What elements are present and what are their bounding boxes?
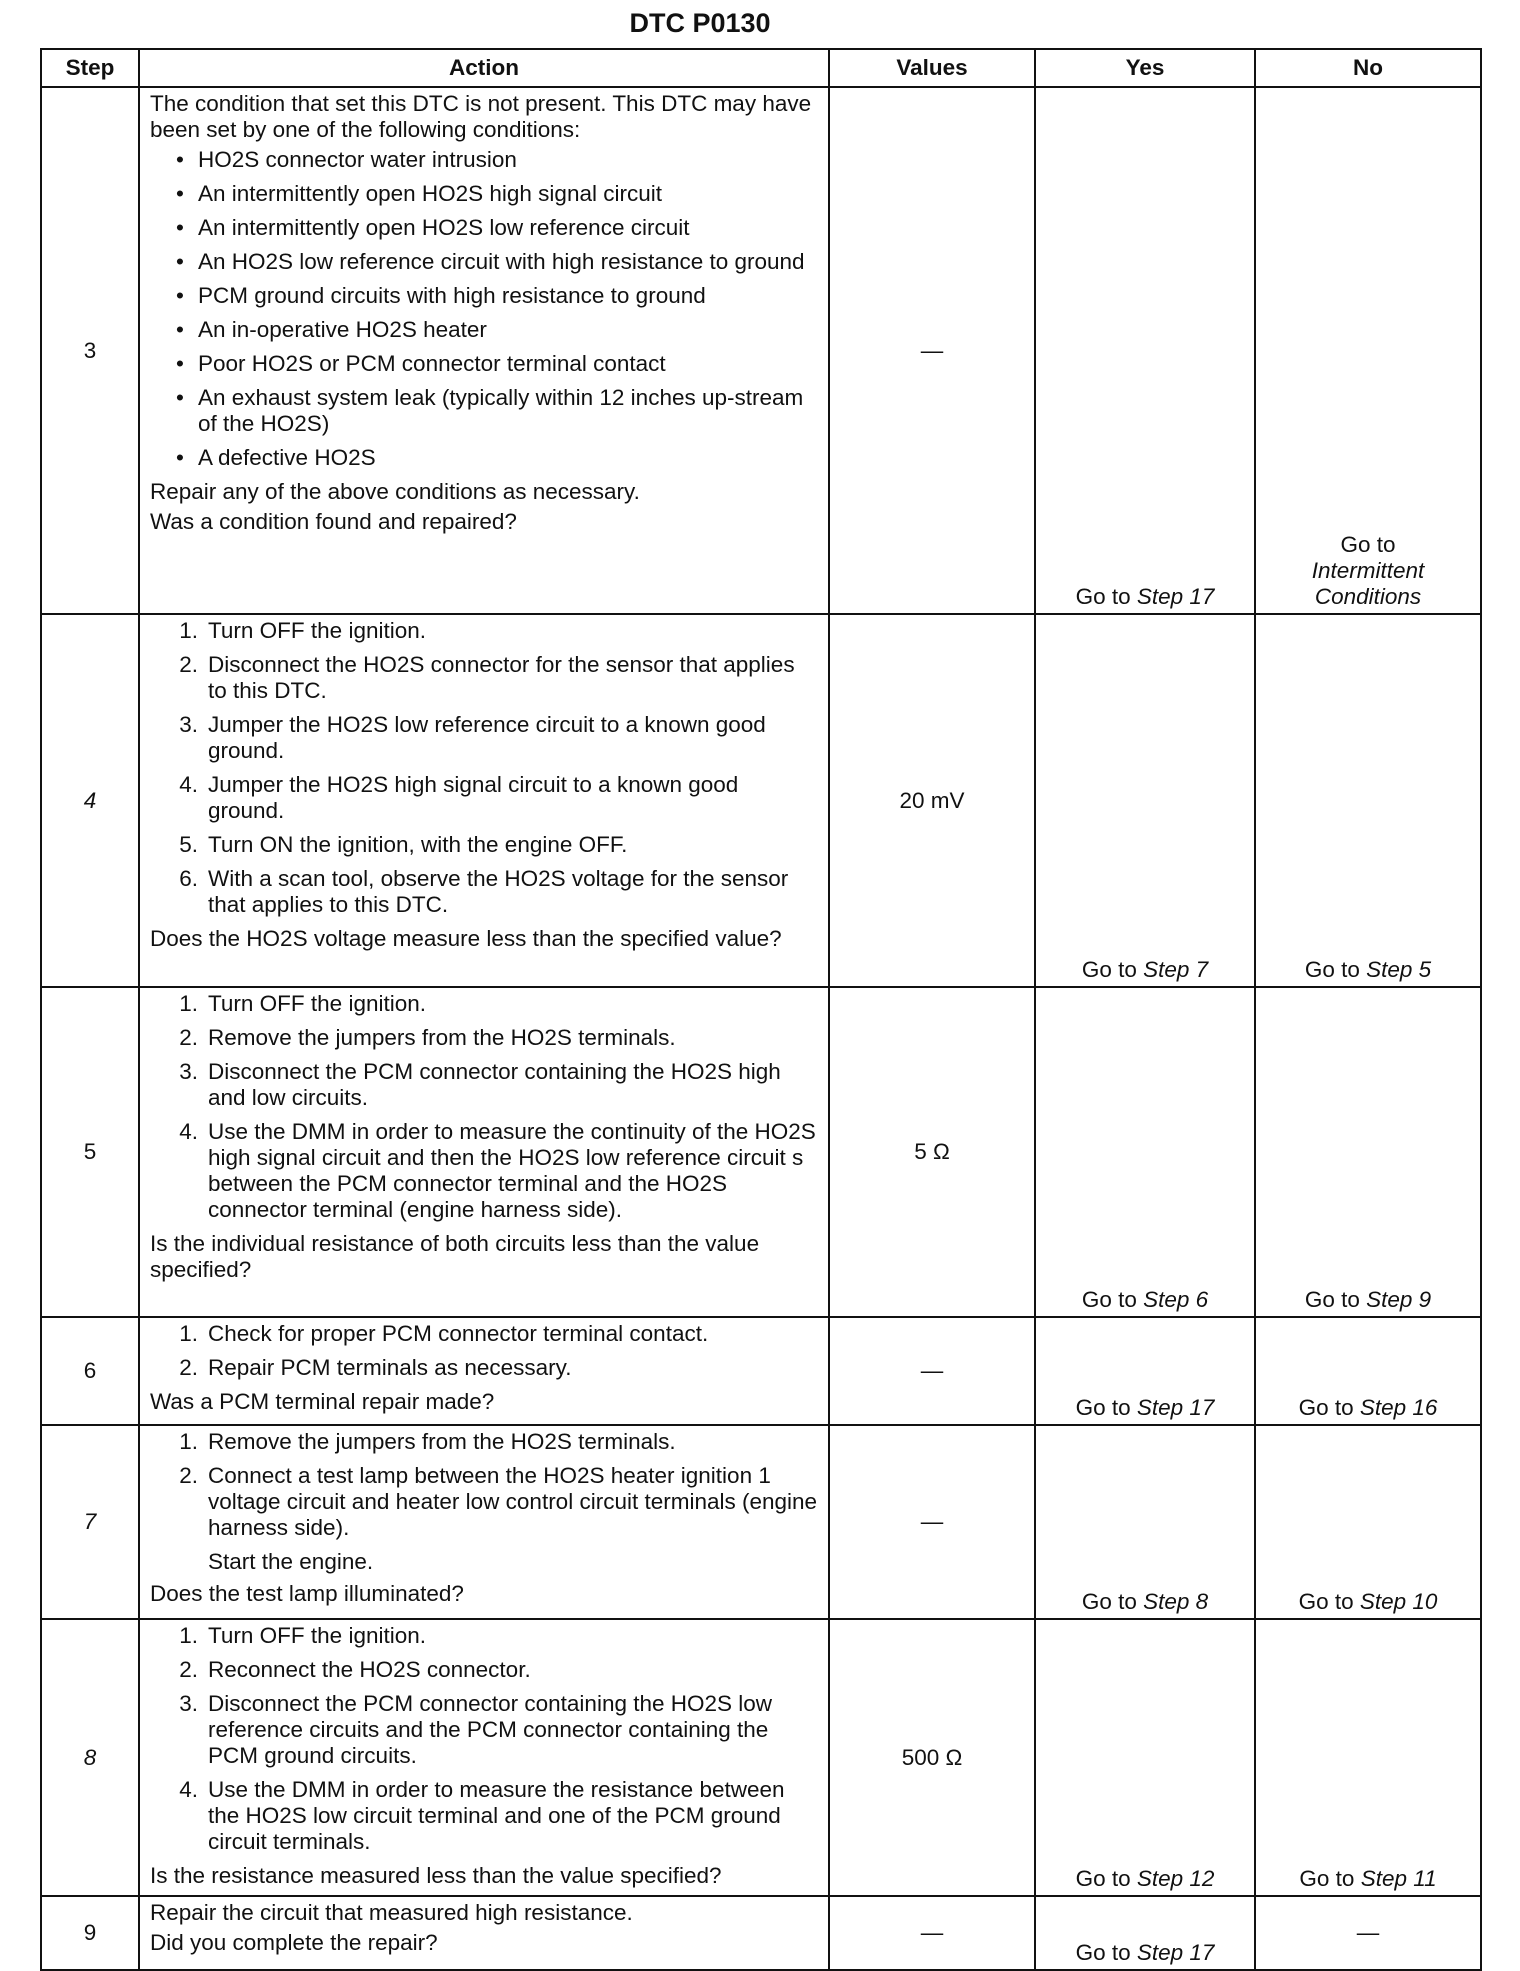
list-item: • An intermittently open HO2S low reference circuit [150, 215, 818, 241]
list-item-text: Turn OFF the ignition. [208, 618, 427, 643]
list-number: 3. [179, 1059, 198, 1084]
yes-step-link[interactable]: Step 12 [1136, 1866, 1215, 1891]
list-item-text: Jumper the HO2S low reference circuit to a known good ground. [208, 712, 766, 763]
yes-prefix: Go to [1081, 957, 1137, 982]
list-number: 4. [179, 772, 198, 797]
no-prefix: Go to [1298, 1395, 1354, 1420]
list-number: 2. [179, 652, 198, 677]
action-question: Was a condition found and repaired? [150, 509, 517, 534]
header-step: Step [41, 49, 139, 87]
list-number: 1. [179, 1429, 198, 1454]
no-cell [1255, 987, 1481, 1317]
list-item [150, 1777, 818, 1855]
table-row [41, 1317, 1481, 1425]
header-no: No [1255, 49, 1481, 87]
list-number: 2. [179, 1025, 198, 1050]
list-item-text: Jumper the HO2S high signal circuit to a known good ground. [208, 772, 739, 823]
yes-cell [1035, 1619, 1255, 1896]
action-cell [139, 1619, 829, 1896]
list-item-text: Remove the jumpers from the HO2S terminals. [208, 1429, 676, 1454]
procedure-list [150, 991, 818, 1223]
action-cell [139, 987, 829, 1317]
list-item [150, 772, 818, 824]
values-cell: — [829, 1896, 1035, 1970]
yes-step-link[interactable]: Step 7 [1143, 957, 1209, 982]
list-number: 1. [179, 618, 198, 643]
step-number: 8 [41, 1619, 139, 1896]
list-item [150, 618, 818, 644]
action-cell [139, 614, 829, 987]
condition-list [150, 147, 818, 471]
no-prefix: Go to [1298, 1589, 1354, 1614]
header-values: Values [829, 49, 1035, 87]
yes-step-link[interactable]: Step 17 [1136, 1940, 1215, 1965]
yes-cell [1035, 1896, 1255, 1970]
step-number: 6 [41, 1317, 139, 1425]
yes-prefix: Go to [1075, 584, 1131, 609]
table-row [41, 1896, 1481, 1970]
values-cell: 500 Ω [829, 1619, 1035, 1896]
list-item-text: Use the DMM in order to measure the continuity of the HO2S high signal circuit and then the HO2S low reference circuit s between the PCM connector terminal and the HO2S connector terminal (engine harness side). [208, 1119, 816, 1222]
action-question: Does the HO2S voltage measure less than the specified value? [150, 926, 782, 951]
action-question: Was a PCM terminal repair made? [150, 1389, 495, 1414]
values-cell: 20 mV [829, 614, 1035, 987]
diagnostic-table [40, 48, 1482, 1971]
values-cell: — [829, 87, 1035, 614]
list-item-text: Turn OFF the ignition. [208, 991, 427, 1016]
step-number: 9 [41, 1896, 139, 1970]
no-prefix: Go to [1299, 1866, 1355, 1891]
action-question: Does the test lamp illuminated? [150, 1581, 464, 1606]
action-cell [139, 1896, 829, 1970]
list-item [150, 1059, 818, 1111]
yes-step-link[interactable]: Step 6 [1143, 1287, 1209, 1312]
table-row [41, 987, 1481, 1317]
table-row [41, 1619, 1481, 1896]
action-intro: The condition that set this DTC is not present. This DTC may have been set by one of the following conditions: [150, 91, 812, 142]
list-item-text: Disconnect the PCM connector containing the HO2S high and low circuits. [208, 1059, 781, 1110]
list-item [150, 1429, 818, 1455]
values-cell: — [829, 1425, 1035, 1619]
yes-cell [1035, 1317, 1255, 1425]
values-cell: 5 Ω [829, 987, 1035, 1317]
list-number: 1. [179, 1321, 198, 1346]
list-item-text: Remove the jumpers from the HO2S terminals. [208, 1025, 676, 1050]
list-item: • PCM ground circuits with high resistance to ground [150, 283, 818, 309]
list-item [150, 1355, 818, 1381]
list-item [150, 1657, 818, 1683]
list-item [150, 1321, 818, 1347]
no-step-link[interactable]: Step 9 [1366, 1287, 1432, 1312]
list-item: • An intermittently open HO2S high signal circuit [150, 181, 818, 207]
list-number: 2. [179, 1657, 198, 1682]
list-item-text: Disconnect the PCM connector containing the HO2S low reference circuits and the PCM connector containing the PCM ground circuits. [208, 1691, 773, 1768]
list-number: 2. [179, 1355, 198, 1380]
step-number: 7 [41, 1425, 139, 1619]
list-item: • An in-operative HO2S heater [150, 317, 818, 343]
yes-step-link[interactable]: Step 8 [1143, 1589, 1209, 1614]
list-number: 1. [179, 1623, 198, 1648]
yes-prefix: Go to [1075, 1395, 1131, 1420]
list-item-text: Disconnect the HO2S connector for the sensor that applies to this DTC. [208, 652, 795, 703]
yes-cell [1035, 987, 1255, 1317]
list-number: 4. [179, 1777, 198, 1802]
yes-step-link[interactable]: Step 17 [1136, 1395, 1215, 1420]
list-item [150, 832, 818, 858]
header-action: Action [139, 49, 829, 87]
no-cell [1255, 1619, 1481, 1896]
action-cell [139, 87, 829, 614]
step-number: 5 [41, 987, 139, 1317]
values-cell: — [829, 1317, 1035, 1425]
action-note: Repair the circuit that measured high resistance. [150, 1900, 633, 1925]
table-row [41, 87, 1481, 614]
yes-prefix: Go to [1081, 1589, 1137, 1614]
no-prefix: Go to [1304, 957, 1360, 982]
list-item [150, 1025, 818, 1051]
action-note: Repair any of the above conditions as necessary. [150, 479, 640, 504]
no-cell [1255, 87, 1481, 614]
document-title: DTC P0130 [629, 8, 771, 38]
procedure-list [150, 1623, 818, 1855]
list-item-text: Check for proper PCM connector terminal contact. [208, 1321, 709, 1346]
yes-cell [1035, 614, 1255, 987]
table-row [41, 614, 1481, 987]
no-prefix: Go to [1340, 532, 1396, 557]
step-number: 4 [41, 614, 139, 987]
step-number: 3 [41, 87, 139, 614]
yes-step-link[interactable]: Step 17 [1136, 584, 1215, 609]
list-item: • HO2S connector water intrusion [150, 147, 818, 173]
no-cell [1255, 1317, 1481, 1425]
table-row [41, 1425, 1481, 1619]
list-item-text: With a scan tool, observe the HO2S voltage for the sensor that applies to this DTC. [208, 866, 789, 917]
list-item [150, 652, 818, 704]
list-item [150, 1119, 818, 1223]
list-number: 6. [179, 866, 198, 891]
action-question: Is the resistance measured less than the value specified? [150, 1863, 722, 1888]
list-number: 3. [179, 1691, 198, 1716]
no-step-link[interactable]: Intermittent Conditions [1311, 558, 1425, 609]
yes-prefix: Go to [1075, 1940, 1131, 1965]
list-item [150, 1623, 818, 1649]
action-cell [139, 1425, 829, 1619]
list-number: 1. [179, 991, 198, 1016]
yes-cell [1035, 1425, 1255, 1619]
list-item: • Poor HO2S or PCM connector terminal contact [150, 351, 818, 377]
list-item [150, 712, 818, 764]
table-header-row [41, 49, 1481, 87]
list-number: 4. [179, 1119, 198, 1144]
list-item [150, 1463, 818, 1541]
no-cell [1255, 614, 1481, 987]
no-prefix: Go to [1304, 1287, 1360, 1312]
list-number: 2. [179, 1463, 198, 1488]
no-step-link[interactable]: Step 16 [1359, 1395, 1438, 1420]
list-item-text: Reconnect the HO2S connector. [208, 1657, 531, 1682]
list-item-text: Turn ON the ignition, with the engine OFF. [208, 832, 628, 857]
action-extra: Start the engine. [208, 1549, 374, 1574]
procedure-list [150, 618, 818, 918]
list-item-text: Repair PCM terminals as necessary. [208, 1355, 572, 1380]
yes-prefix: Go to [1075, 1866, 1131, 1891]
action-cell [139, 1317, 829, 1425]
yes-prefix: Go to [1081, 1287, 1137, 1312]
list-item-text: Connect a test lamp between the HO2S heater ignition 1 voltage circuit and heater low control circuit terminals (engine harness side). [208, 1463, 818, 1540]
list-item: • An HO2S low reference circuit with high resistance to ground [150, 249, 818, 275]
yes-cell [1035, 87, 1255, 614]
no-cell [1255, 1896, 1481, 1970]
no-step-link[interactable]: Step 10 [1359, 1589, 1438, 1614]
list-item-text: Turn OFF the ignition. [208, 1623, 427, 1648]
no-cell [1255, 1425, 1481, 1619]
header-yes: Yes [1035, 49, 1255, 87]
list-item [150, 1691, 818, 1769]
no-step-link[interactable]: Step 11 [1360, 1866, 1437, 1891]
procedure-list [150, 1429, 818, 1541]
list-number: 3. [179, 712, 198, 737]
procedure-list [150, 1321, 818, 1381]
list-item: • An exhaust system leak (typically within 12 inches up-stream of the HO2S) [150, 385, 818, 437]
list-item [150, 866, 818, 918]
list-item [150, 991, 818, 1017]
action-question: Is the individual resistance of both circuits less than the value specified? [150, 1231, 760, 1282]
list-number: 5. [179, 832, 198, 857]
action-question: Did you complete the repair? [150, 1930, 438, 1955]
list-item-text: Use the DMM in order to measure the resistance between the HO2S low circuit terminal and one of the PCM ground circuit terminals. [208, 1777, 785, 1854]
list-item: • A defective HO2S [150, 445, 818, 471]
no-dash: — [1356, 1920, 1380, 1945]
no-step-link[interactable]: Step 5 [1366, 957, 1432, 982]
